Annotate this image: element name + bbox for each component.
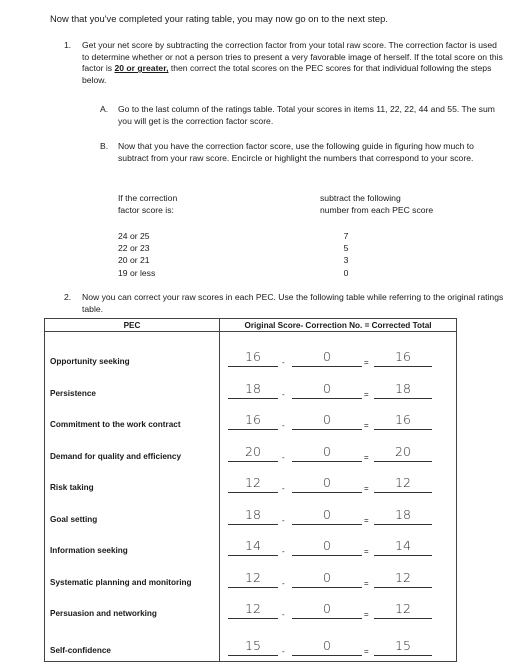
guide-subtract: 5 <box>343 243 349 254</box>
equals-sign: = <box>364 647 369 656</box>
table-row <box>45 530 457 562</box>
original-score-field[interactable]: 18 <box>228 380 278 399</box>
score-entry <box>220 602 456 624</box>
correction-field[interactable]: 0 <box>292 443 362 462</box>
original-score-field[interactable]: 12 <box>228 474 278 493</box>
table-row <box>45 624 457 662</box>
table-row <box>45 498 457 530</box>
correction-field[interactable]: 0 <box>292 569 362 588</box>
guide-range: 19 or less <box>118 267 156 278</box>
guide-left-header-line-1: If the correction <box>118 193 178 203</box>
original-score-field[interactable]: 12 <box>228 569 278 588</box>
score-entry <box>220 476 456 498</box>
equals-sign: = <box>364 484 369 493</box>
step-1b-text: Now that you have the correction factor score, use the following guide in figuring how much to subtract from your raw score. Encircle or highlight the numbers that correspond to your score. <box>118 141 474 163</box>
equals-sign: = <box>364 547 369 556</box>
corrected-total-field[interactable]: 16 <box>374 411 432 430</box>
pec-name: Commitment to the work contract <box>45 404 220 436</box>
correction-field[interactable]: 0 <box>292 348 362 367</box>
column-header-scores: Original Score- Correction No. = Corrected Total <box>220 319 457 332</box>
corrected-total-field[interactable]: 18 <box>374 506 432 525</box>
minus-sign: - <box>282 515 285 525</box>
score-entry <box>220 413 456 435</box>
score-entry <box>220 639 456 661</box>
score-cell <box>220 561 457 593</box>
step-1 <box>64 40 504 86</box>
table-header-row <box>45 319 457 332</box>
step-1-emphasis: 20 or greater, <box>114 63 169 74</box>
pec-name: Risk taking <box>45 467 220 499</box>
step-2 <box>64 292 504 315</box>
score-cell <box>220 467 457 499</box>
score-cell <box>220 530 457 562</box>
step-2-number: 2. <box>64 292 72 302</box>
score-entry <box>220 445 456 467</box>
guide-range: 24 or 25 <box>118 231 150 241</box>
step-1-text-a: Get your net score by subtracting the correction factor from your total raw score. The correction factor is used to determine whether or not a person tries to present a very favorable image of herself. If the total score on this factor is <box>82 40 503 74</box>
minus-sign: - <box>282 452 285 462</box>
step-1-text <box>82 40 504 86</box>
column-header-pec: PEC <box>45 319 220 332</box>
equals-sign: = <box>364 515 369 525</box>
score-cell <box>220 372 457 404</box>
original-score-field[interactable]: 12 <box>228 600 278 619</box>
guide-left-header <box>118 193 258 216</box>
score-entry <box>220 382 456 404</box>
minus-sign: - <box>282 610 285 619</box>
original-score-field[interactable]: 14 <box>228 537 278 556</box>
original-score-field[interactable]: 16 <box>228 348 278 367</box>
correction-field[interactable]: 0 <box>292 474 362 493</box>
table-row <box>45 332 457 373</box>
original-score-field[interactable]: 15 <box>228 637 278 656</box>
score-entry <box>220 508 456 530</box>
guide-right-header-line-1: subtract the following <box>320 193 401 203</box>
guide-right-header <box>320 193 480 216</box>
guide-subtract-values <box>340 230 352 279</box>
equals-sign: = <box>364 389 369 399</box>
original-score-field[interactable]: 16 <box>228 411 278 430</box>
pec-name: Goal setting <box>45 498 220 530</box>
corrected-total-field[interactable]: 12 <box>374 474 432 493</box>
step-1-number: 1. <box>64 40 72 50</box>
corrected-total-field[interactable]: 15 <box>374 637 432 656</box>
step-1b-letter: B. <box>100 141 109 151</box>
pec-name: Opportunity seeking <box>45 332 220 373</box>
step-1a <box>100 104 500 127</box>
corrected-total-field[interactable]: 16 <box>374 348 432 367</box>
minus-sign: - <box>282 547 285 556</box>
table-row <box>45 467 457 499</box>
equals-sign: = <box>364 452 369 462</box>
score-entry <box>220 350 456 372</box>
guide-subtract: 3 <box>343 255 349 266</box>
correction-field[interactable]: 0 <box>292 380 362 399</box>
intro-text: Now that you've completed your rating table, you may now go on to the next step. <box>50 13 388 24</box>
score-entry <box>220 571 456 593</box>
pec-correction-table <box>44 318 457 662</box>
step-2-text: Now you can correct your raw scores in each PEC. Use the following table while referring to the original ratings table. <box>82 292 504 314</box>
equals-sign: = <box>364 610 369 619</box>
table-body <box>45 332 457 662</box>
minus-sign: - <box>282 389 285 399</box>
step-1a-letter: A. <box>100 104 109 114</box>
table-row <box>45 372 457 404</box>
correction-field[interactable]: 0 <box>292 637 362 656</box>
correction-field[interactable]: 0 <box>292 411 362 430</box>
correction-field[interactable]: 0 <box>292 600 362 619</box>
table-row <box>45 561 457 593</box>
corrected-total-field[interactable]: 12 <box>374 600 432 619</box>
score-cell <box>220 624 457 662</box>
equals-sign: = <box>364 421 369 430</box>
original-score-field[interactable]: 20 <box>228 443 278 462</box>
minus-sign: - <box>282 484 285 493</box>
guide-range: 22 or 23 <box>118 243 150 254</box>
original-score-field[interactable]: 18 <box>228 506 278 525</box>
guide-range: 20 or 21 <box>118 255 150 266</box>
table-row <box>45 404 457 436</box>
table-row <box>45 435 457 467</box>
corrected-total-field[interactable]: 12 <box>374 569 432 588</box>
guide-left-header-line-2: factor score is: <box>118 204 174 215</box>
corrected-total-field[interactable]: 18 <box>374 380 432 399</box>
pec-name: Demand for quality and efficiency <box>45 435 220 467</box>
pec-name: Persuasion and networking <box>45 593 220 625</box>
score-cell <box>220 498 457 530</box>
score-cell <box>220 404 457 436</box>
step-1a-text: Go to the last column of the ratings table. Total your scores in items 11, 22, 22, 44 and 55. The sum you will get is the correction factor score. <box>118 104 495 126</box>
correction-field[interactable]: 0 <box>292 537 362 556</box>
guide-ranges <box>118 230 155 279</box>
score-cell <box>220 593 457 625</box>
guide-subtract: 0 <box>343 267 349 278</box>
guide-right-header-line-2: number from each PEC score <box>320 204 434 215</box>
step-1-text-b: then correct the total scores on the PEC scores for that individual following the steps below. <box>82 63 492 85</box>
score-cell <box>220 435 457 467</box>
minus-sign: - <box>282 578 285 588</box>
minus-sign: - <box>282 358 285 367</box>
equals-sign: = <box>364 578 369 588</box>
pec-name: Systematic planning and monitoring <box>45 561 220 593</box>
minus-sign: - <box>282 647 285 656</box>
table-row <box>45 593 457 625</box>
step-1b <box>100 141 500 164</box>
corrected-total-field[interactable]: 20 <box>374 443 432 462</box>
pec-name: Persistence <box>45 372 220 404</box>
pec-name: Information seeking <box>45 530 220 562</box>
score-entry <box>220 539 456 561</box>
score-cell <box>220 332 457 373</box>
corrected-total-field[interactable]: 14 <box>374 537 432 556</box>
correction-field[interactable]: 0 <box>292 506 362 525</box>
equals-sign: = <box>364 358 369 367</box>
guide-subtract: 7 <box>343 231 349 241</box>
pec-name: Self-confidence <box>45 624 220 662</box>
minus-sign: - <box>282 421 285 430</box>
